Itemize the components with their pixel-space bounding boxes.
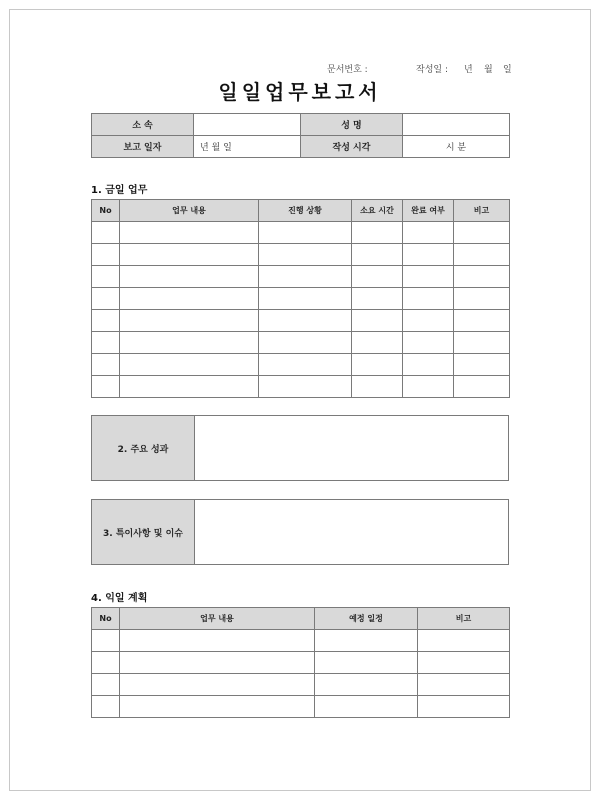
today-work-cell[interactable] [92, 376, 120, 398]
tomorrow-plan-cell[interactable] [418, 630, 510, 652]
today-work-cell[interactable] [403, 222, 454, 244]
tomorrow-plan-cell[interactable] [418, 674, 510, 696]
col-header-schedule: 예정 일정 [315, 608, 418, 630]
table-row [92, 696, 510, 718]
tomorrow-plan-cell[interactable] [120, 630, 315, 652]
tomorrow-plan-cell[interactable] [120, 674, 315, 696]
today-work-cell[interactable] [259, 222, 352, 244]
tomorrow-plan-cell[interactable] [120, 652, 315, 674]
table-row [92, 332, 510, 354]
doc-number-label: 문서번호 : [327, 65, 368, 75]
tomorrow-plan-cell[interactable] [315, 652, 418, 674]
written-date-day: 일 [503, 65, 512, 75]
name-label: 성 명 [301, 114, 403, 136]
today-work-cell[interactable] [454, 266, 510, 288]
written-date-month: 월 [484, 65, 493, 75]
today-work-cell[interactable] [259, 310, 352, 332]
table-row [92, 288, 510, 310]
today-work-cell[interactable] [352, 244, 403, 266]
written-date-year: 년 [464, 65, 473, 75]
today-work-cell[interactable] [352, 288, 403, 310]
today-work-cell[interactable] [454, 376, 510, 398]
table-row [92, 266, 510, 288]
today-work-cell[interactable] [120, 266, 259, 288]
report-date-label: 보고 일자 [92, 136, 194, 158]
tomorrow-plan-cell[interactable] [315, 630, 418, 652]
today-work-cell[interactable] [259, 332, 352, 354]
tomorrow-plan-cell[interactable] [315, 696, 418, 718]
today-work-cell[interactable] [403, 244, 454, 266]
today-work-cell[interactable] [259, 288, 352, 310]
col-header-task: 업무 내용 [120, 200, 259, 222]
today-work-cell[interactable] [454, 354, 510, 376]
table-row [92, 674, 510, 696]
today-work-cell[interactable] [120, 354, 259, 376]
dept-field[interactable] [194, 114, 301, 136]
achievements-box [91, 415, 509, 481]
today-work-table [91, 199, 510, 398]
dept-label: 소 속 [92, 114, 194, 136]
today-work-cell[interactable] [454, 310, 510, 332]
tomorrow-plan-cell[interactable] [418, 652, 510, 674]
col-header-task: 업무 내용 [120, 608, 315, 630]
tomorrow-plan-table [91, 607, 510, 718]
today-work-cell[interactable] [120, 332, 259, 354]
col-header-time-spent: 소요 시간 [352, 200, 403, 222]
today-work-body [92, 222, 510, 398]
tomorrow-plan-cell[interactable] [92, 652, 120, 674]
today-header-row [92, 200, 510, 222]
today-work-cell[interactable] [92, 288, 120, 310]
today-work-cell[interactable] [403, 332, 454, 354]
tomorrow-header-row [92, 608, 510, 630]
today-work-cell[interactable] [92, 354, 120, 376]
today-work-cell[interactable] [352, 332, 403, 354]
table-row [92, 652, 510, 674]
today-work-cell[interactable] [120, 244, 259, 266]
today-work-cell[interactable] [454, 288, 510, 310]
issues-label: 3. 특이사항 및 이슈 [92, 500, 195, 564]
today-work-cell[interactable] [352, 310, 403, 332]
today-work-cell[interactable] [403, 266, 454, 288]
written-date-label: 작성일 : [416, 65, 448, 75]
write-time-field[interactable]: 시 분 [403, 136, 510, 158]
today-work-cell[interactable] [403, 310, 454, 332]
tomorrow-plan-body [92, 630, 510, 718]
today-work-cell[interactable] [259, 244, 352, 266]
table-row [92, 630, 510, 652]
today-work-cell[interactable] [92, 266, 120, 288]
table-row [92, 310, 510, 332]
today-work-cell[interactable] [259, 376, 352, 398]
today-work-cell[interactable] [92, 332, 120, 354]
tomorrow-plan-cell[interactable] [92, 674, 120, 696]
today-work-cell[interactable] [454, 244, 510, 266]
today-work-cell[interactable] [92, 310, 120, 332]
today-work-cell[interactable] [259, 354, 352, 376]
page-title: 일일업무보고서 [218, 80, 382, 104]
today-work-cell[interactable] [352, 376, 403, 398]
col-header-progress: 진행 상황 [259, 200, 352, 222]
tomorrow-plan-cell[interactable] [315, 674, 418, 696]
col-header-no: No [92, 608, 120, 630]
table-row [92, 222, 510, 244]
report-date-field[interactable]: 년 월 일 [194, 136, 301, 158]
table-row [92, 354, 510, 376]
col-header-no: No [92, 200, 120, 222]
table-row [92, 244, 510, 266]
table-row [92, 376, 510, 398]
today-work-cell[interactable] [352, 354, 403, 376]
today-work-cell[interactable] [120, 310, 259, 332]
col-header-completed: 완료 여부 [403, 200, 454, 222]
info-table [91, 113, 510, 158]
today-work-cell[interactable] [92, 222, 120, 244]
tomorrow-plan-cell[interactable] [92, 630, 120, 652]
achievements-field[interactable] [195, 416, 508, 480]
today-work-cell[interactable] [120, 376, 259, 398]
tomorrow-plan-cell[interactable] [418, 696, 510, 718]
today-work-cell[interactable] [259, 266, 352, 288]
today-work-cell[interactable] [120, 222, 259, 244]
today-work-cell[interactable] [454, 222, 510, 244]
tomorrow-plan-cell[interactable] [120, 696, 315, 718]
col-header-remarks: 비고 [418, 608, 510, 630]
today-work-cell[interactable] [403, 354, 454, 376]
today-work-cell[interactable] [403, 376, 454, 398]
today-work-cell[interactable] [92, 244, 120, 266]
issues-box [91, 499, 509, 565]
name-field[interactable] [403, 114, 510, 136]
today-work-cell[interactable] [403, 288, 454, 310]
today-work-cell[interactable] [120, 288, 259, 310]
write-time-label: 작성 시각 [301, 136, 403, 158]
today-work-heading: 1. 금일 업무 [91, 185, 148, 196]
tomorrow-plan-heading: 4. 익일 계획 [91, 593, 148, 604]
achievements-label: 2. 주요 성과 [92, 416, 195, 480]
issues-field[interactable] [195, 500, 508, 564]
today-work-cell[interactable] [454, 332, 510, 354]
tomorrow-plan-cell[interactable] [92, 696, 120, 718]
today-work-cell[interactable] [352, 222, 403, 244]
col-header-remarks: 비고 [454, 200, 510, 222]
today-work-cell[interactable] [352, 266, 403, 288]
